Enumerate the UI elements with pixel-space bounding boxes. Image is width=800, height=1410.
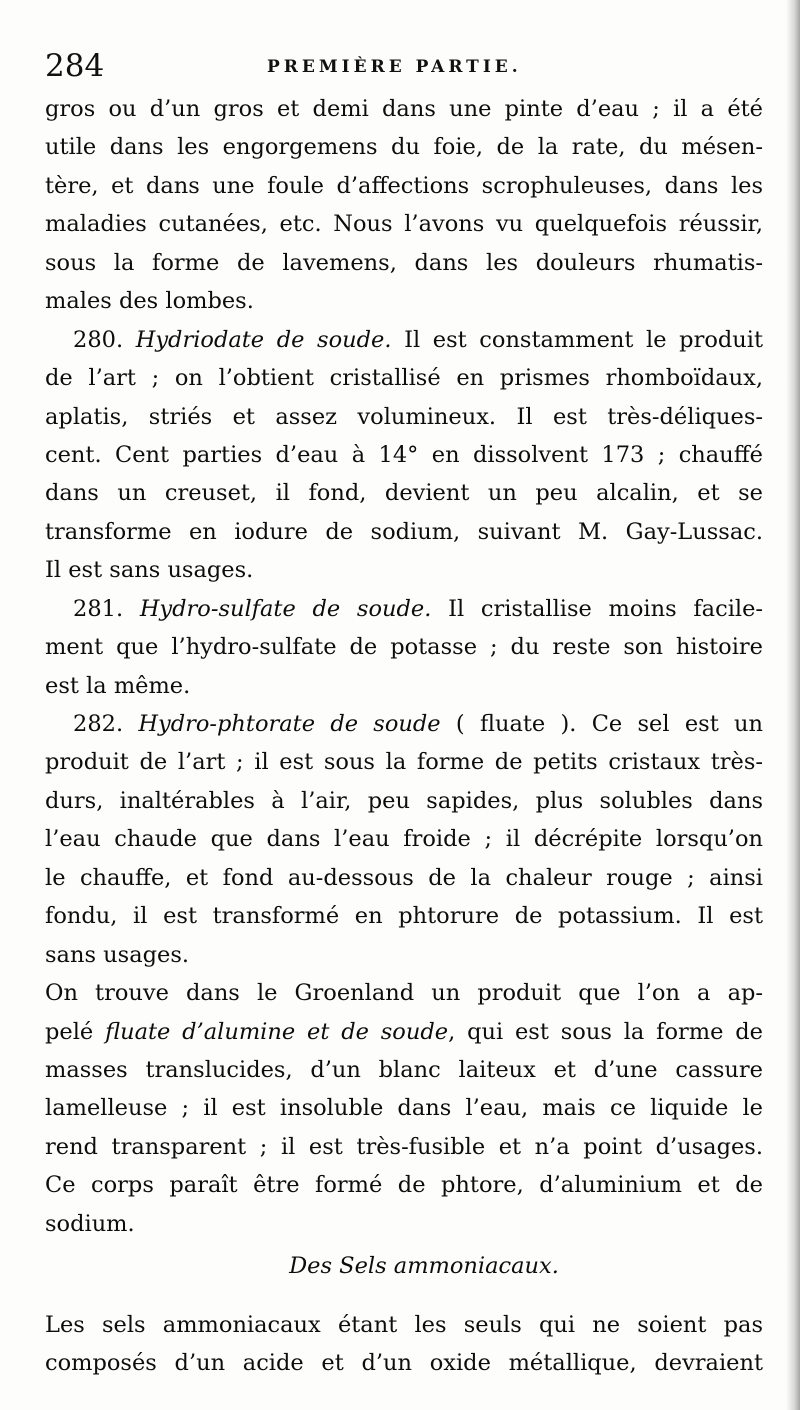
section-text: Il cristallise moins facile-: [448, 595, 764, 622]
running-title: PREMIÈRE PARTIE.: [267, 57, 522, 77]
section-text: Il est constamment le produit: [404, 326, 764, 353]
text-line: gros ou d’un gros et demi dans une pinte d’eau ; il a été: [45, 96, 763, 122]
text-line: transforme en iodure de sodium, suivant M. Gay-Lussac.: [45, 518, 763, 545]
page-number: 284: [45, 48, 105, 84]
scan-edge-shadow: [786, 0, 800, 1410]
text-line: composés d’un acide et d’un oxide métallique, devraient: [45, 1350, 763, 1376]
text-line: Il est sans usages.: [45, 557, 254, 584]
text-line: dans un creuset, il fond, devient un peu alcalin, et se: [45, 480, 763, 507]
text-line: maladies cutanées, etc. Nous l’avons vu quelquefois réussir,: [45, 211, 763, 238]
text-line: masses translucides, d’un blanc laiteux et d’une cassure: [45, 1056, 763, 1083]
text-line: On trouve dans le Groenland un produit que l’on a ap-: [45, 980, 763, 1007]
subsection-heading: Des Sels ammoniacaux.: [289, 1253, 559, 1280]
text-line: lamelleuse ; il est insoluble dans l’eau, mais ce liquide le: [45, 1095, 763, 1122]
text-line: de l’art ; on l’obtient cristallisé en prismes rhomboïdaux,: [45, 365, 763, 392]
section-number: 280.: [73, 326, 124, 353]
text-line: utile dans les engorgemens du foie, de la rate, du mésen-: [45, 134, 763, 161]
section-title: Hydro-phtorate de soude: [138, 711, 441, 737]
text-fragment: pelé: [45, 1018, 94, 1045]
text-line: aplatis, striés et assez volumineux. Il est très-déliques-: [45, 403, 763, 430]
section-number: 281.: [73, 595, 124, 622]
text-line: le chauffe, et fond au-dessous de la chaleur rouge ; ainsi: [45, 864, 763, 891]
text-line: est la même.: [45, 672, 191, 699]
text-line: produit de l’art ; il est sous la forme de petits cristaux très-: [45, 749, 763, 776]
text-line: cent. Cent parties d’eau à 14° en dissolvent 173 ; chauffé: [45, 441, 763, 468]
text-line: males des lombes.: [45, 288, 254, 315]
text-line: ment que l’hydro-sulfate de potasse ; du reste son histoire: [45, 634, 763, 661]
text-line: durs, inaltérables à l’air, peu sapides, plus solubles dans: [45, 787, 763, 814]
page-header: [45, 46, 765, 86]
body-text: [45, 90, 763, 1382]
section-title: Hydro-sulfate de soude.: [139, 595, 432, 622]
section-text: ( fluate ). Ce sel est un: [455, 711, 763, 737]
section-282-heading-line: [45, 705, 763, 743]
text-fragment: , qui est sous la forme de: [448, 1018, 763, 1045]
text-line: l’eau chaude que dans l’eau froide ; il décrépite lorsqu’on: [45, 826, 763, 853]
text-line: fondu, il est transformé en phtorure de potassium. Il est: [45, 903, 763, 930]
text-line: sans usages.: [45, 941, 190, 968]
section-281-heading-line: [45, 590, 763, 628]
section-number: 282.: [73, 711, 124, 737]
text-line: sodium.: [45, 1210, 135, 1237]
fluate-line: [45, 1013, 763, 1051]
text-line: Ce corps paraît être formé de phtore, d’aluminium et de: [45, 1172, 763, 1199]
text-line: sous la forme de lavemens, dans les douleurs rhumatis-: [45, 249, 763, 276]
mineral-name: fluate d’alumine et de soude: [105, 1018, 449, 1045]
section-280-heading-line: [45, 321, 763, 359]
section-title: Hydriodate de soude.: [135, 326, 392, 353]
text-line: Les sels ammoniacaux étant les seuls qui ne soient pas: [45, 1311, 763, 1338]
text-line: tère, et dans une foule d’affections scrophuleuses, dans les: [45, 172, 763, 199]
text-line: rend transparent ; il est très-fusible et n’a point d’usages.: [45, 1133, 763, 1160]
